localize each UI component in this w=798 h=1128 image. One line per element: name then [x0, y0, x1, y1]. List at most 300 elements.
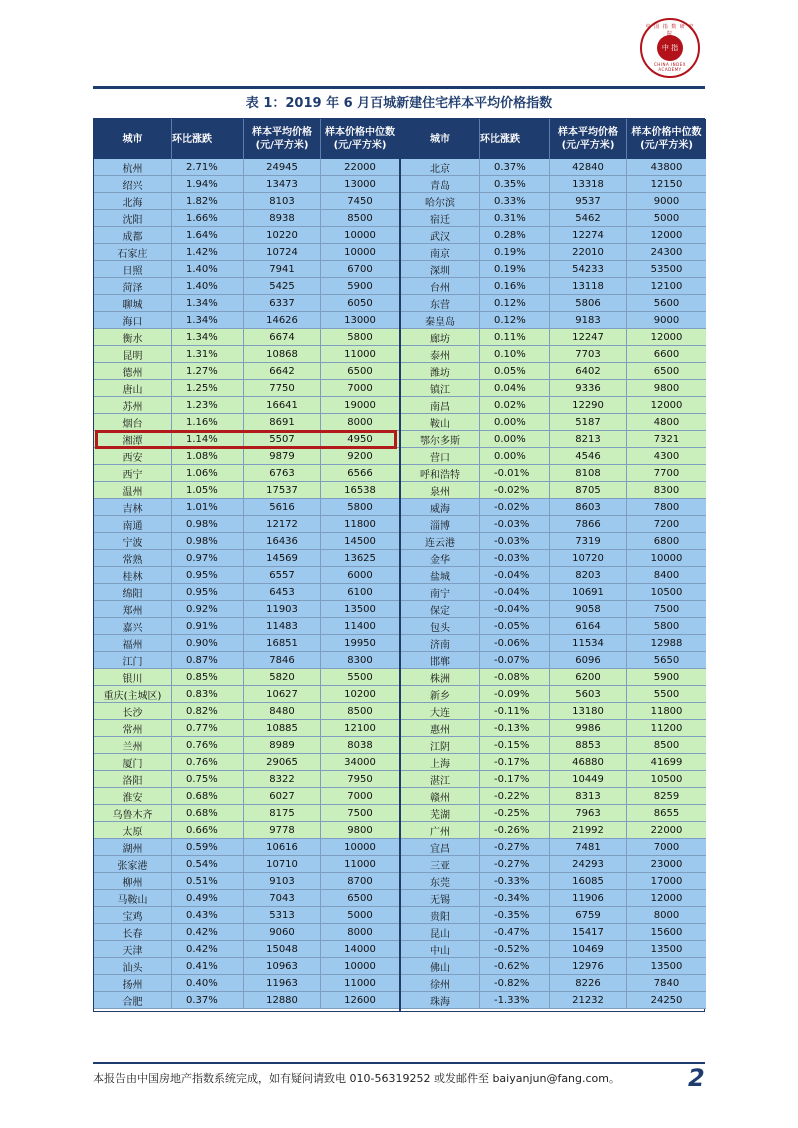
- cell-mom-change: 1.01%: [172, 499, 244, 516]
- cell-median-price: 8000: [321, 924, 399, 941]
- cell-median-price: 8655: [627, 805, 706, 822]
- cell-avg-price: 21232: [550, 992, 627, 1009]
- cell-avg-price: 11963: [244, 975, 321, 992]
- table-row: [94, 363, 399, 380]
- cell-median-price: 7500: [627, 601, 706, 618]
- cell-median-price: 10000: [627, 550, 706, 567]
- cell-avg-price: 42840: [550, 159, 627, 176]
- cell-avg-price: 7963: [550, 805, 627, 822]
- cell-avg-price: 29065: [244, 754, 321, 771]
- cell-median-price: 16538: [321, 482, 399, 499]
- table-row: [94, 465, 399, 482]
- cell-city: 盐城: [401, 567, 480, 584]
- cell-median-price: 12150: [627, 176, 706, 193]
- cell-median-price: 12000: [627, 329, 706, 346]
- cell-mom-change: -0.26%: [480, 822, 550, 839]
- table-row: [94, 261, 399, 278]
- cell-mom-change: 1.05%: [172, 482, 244, 499]
- cell-avg-price: 12274: [550, 227, 627, 244]
- cell-mom-change: -0.01%: [480, 465, 550, 482]
- cell-city: 郑州: [94, 601, 172, 618]
- cell-mom-change: 1.94%: [172, 176, 244, 193]
- cell-median-price: 7800: [627, 499, 706, 516]
- cell-city: 连云港: [401, 533, 480, 550]
- cell-median-price: 5500: [627, 686, 706, 703]
- cell-mom-change: -0.08%: [480, 669, 550, 686]
- header-mom-change: 环比涨跌: [172, 119, 244, 159]
- table-row: [94, 499, 399, 516]
- cell-median-price: 6500: [321, 363, 399, 380]
- table-row: [94, 635, 399, 652]
- cell-city: 温州: [94, 482, 172, 499]
- cell-avg-price: 22010: [550, 244, 627, 261]
- table-row: [94, 482, 399, 499]
- cell-mom-change: 0.43%: [172, 907, 244, 924]
- cell-avg-price: 13473: [244, 176, 321, 193]
- cell-city: 马鞍山: [94, 890, 172, 907]
- table-row: [94, 601, 399, 618]
- cell-median-price: 9000: [627, 312, 706, 329]
- cell-city: 惠州: [401, 720, 480, 737]
- cell-city: 东莞: [401, 873, 480, 890]
- cell-mom-change: 0.98%: [172, 516, 244, 533]
- table-row: [94, 788, 399, 805]
- cell-city: 宁波: [94, 533, 172, 550]
- cell-city: 杭州: [94, 159, 172, 176]
- cell-avg-price: 7043: [244, 890, 321, 907]
- table-row: [401, 295, 706, 312]
- cell-avg-price: 12172: [244, 516, 321, 533]
- cell-median-price: 10000: [321, 227, 399, 244]
- cell-city: 海口: [94, 312, 172, 329]
- table-row: [94, 873, 399, 890]
- table-row: [401, 499, 706, 516]
- table-row: [94, 856, 399, 873]
- cell-avg-price: 14626: [244, 312, 321, 329]
- cell-avg-price: 7319: [550, 533, 627, 550]
- cell-median-price: 9800: [627, 380, 706, 397]
- cell-mom-change: -0.15%: [480, 737, 550, 754]
- cell-avg-price: 5425: [244, 278, 321, 295]
- cell-mom-change: 0.00%: [480, 448, 550, 465]
- cell-mom-change: 0.04%: [480, 380, 550, 397]
- cell-median-price: 11000: [321, 346, 399, 363]
- cell-mom-change: 1.40%: [172, 261, 244, 278]
- cell-city: 嘉兴: [94, 618, 172, 635]
- cell-city: 太原: [94, 822, 172, 839]
- cell-median-price: 8500: [627, 737, 706, 754]
- cell-mom-change: -0.05%: [480, 618, 550, 635]
- table-row: [94, 669, 399, 686]
- cell-city: 新乡: [401, 686, 480, 703]
- cell-city: 鞍山: [401, 414, 480, 431]
- cell-mom-change: 0.00%: [480, 414, 550, 431]
- table-row: [401, 448, 706, 465]
- cell-median-price: 23000: [627, 856, 706, 873]
- cell-mom-change: 1.40%: [172, 278, 244, 295]
- cell-avg-price: 13318: [550, 176, 627, 193]
- cell-avg-price: 5603: [550, 686, 627, 703]
- cell-median-price: 13500: [321, 601, 399, 618]
- table-row: [401, 890, 706, 907]
- cell-mom-change: 0.11%: [480, 329, 550, 346]
- cell-city: 济南: [401, 635, 480, 652]
- table-row: [401, 686, 706, 703]
- cell-city: 上海: [401, 754, 480, 771]
- cell-avg-price: 6453: [244, 584, 321, 601]
- cell-avg-price: 6557: [244, 567, 321, 584]
- cell-city: 张家港: [94, 856, 172, 873]
- table-row: [94, 295, 399, 312]
- table-row: [401, 924, 706, 941]
- table-row: [94, 278, 399, 295]
- table-row: [94, 244, 399, 261]
- table-row: [94, 754, 399, 771]
- cell-city: 德州: [94, 363, 172, 380]
- table-row: [401, 856, 706, 873]
- cell-city: 江门: [94, 652, 172, 669]
- cell-mom-change: 1.34%: [172, 295, 244, 312]
- cell-city: 西安: [94, 448, 172, 465]
- cell-mom-change: 0.76%: [172, 737, 244, 754]
- cell-city: 淮安: [94, 788, 172, 805]
- cell-median-price: 8300: [321, 652, 399, 669]
- table-row: [94, 686, 399, 703]
- cell-city: 沈阳: [94, 210, 172, 227]
- cell-city: 佛山: [401, 958, 480, 975]
- cell-median-price: 12000: [627, 890, 706, 907]
- logo-center: 中 指: [657, 35, 683, 61]
- table-row: [94, 380, 399, 397]
- cell-avg-price: 9058: [550, 601, 627, 618]
- cell-city: 柳州: [94, 873, 172, 890]
- cell-city: 烟台: [94, 414, 172, 431]
- cell-avg-price: 8853: [550, 737, 627, 754]
- cell-median-price: 41699: [627, 754, 706, 771]
- cell-median-price: 6100: [321, 584, 399, 601]
- cell-city: 汕头: [94, 958, 172, 975]
- cell-avg-price: 24293: [550, 856, 627, 873]
- table-row: [94, 584, 399, 601]
- cell-mom-change: -0.17%: [480, 754, 550, 771]
- table-row: [401, 805, 706, 822]
- cell-median-price: 15600: [627, 924, 706, 941]
- cell-mom-change: -0.27%: [480, 856, 550, 873]
- cell-avg-price: 10449: [550, 771, 627, 788]
- cell-mom-change: 0.37%: [172, 992, 244, 1009]
- cell-median-price: 6700: [321, 261, 399, 278]
- cell-avg-price: 12880: [244, 992, 321, 1009]
- cell-avg-price: 10469: [550, 941, 627, 958]
- cell-mom-change: -0.62%: [480, 958, 550, 975]
- cell-median-price: 11200: [627, 720, 706, 737]
- cell-mom-change: 0.19%: [480, 261, 550, 278]
- cell-mom-change: 0.95%: [172, 584, 244, 601]
- cell-avg-price: 10220: [244, 227, 321, 244]
- table-row: [94, 958, 399, 975]
- cell-city: 厦门: [94, 754, 172, 771]
- table-row: [401, 720, 706, 737]
- table-row: [401, 941, 706, 958]
- header-median-price: 样本价格中位数 (元/平方米): [631, 127, 702, 151]
- cell-city: 镇江: [401, 380, 480, 397]
- cell-median-price: 6800: [627, 533, 706, 550]
- cell-median-price: 6500: [627, 363, 706, 380]
- table-row: [94, 839, 399, 856]
- cell-mom-change: 0.37%: [480, 159, 550, 176]
- cell-median-price: 5800: [321, 329, 399, 346]
- cell-mom-change: -0.04%: [480, 584, 550, 601]
- table-row: [94, 941, 399, 958]
- cell-city: 湛江: [401, 771, 480, 788]
- header-city: 城市: [401, 119, 480, 159]
- table-left-half: [94, 119, 399, 1011]
- bottom-rule: [93, 1062, 705, 1064]
- cell-city: 合肥: [94, 992, 172, 1009]
- table-row: [401, 584, 706, 601]
- cell-mom-change: 0.42%: [172, 941, 244, 958]
- cell-city: 台州: [401, 278, 480, 295]
- cell-city: 兰州: [94, 737, 172, 754]
- cell-avg-price: 12290: [550, 397, 627, 414]
- cell-mom-change: 0.10%: [480, 346, 550, 363]
- cell-median-price: 19000: [321, 397, 399, 414]
- cell-avg-price: 5187: [550, 414, 627, 431]
- cell-median-price: 13625: [321, 550, 399, 567]
- table-row: [94, 567, 399, 584]
- cell-mom-change: 0.98%: [172, 533, 244, 550]
- cell-avg-price: 16436: [244, 533, 321, 550]
- cell-mom-change: -0.03%: [480, 550, 550, 567]
- table-row: [401, 533, 706, 550]
- cell-city: 包头: [401, 618, 480, 635]
- cell-mom-change: 1.14%: [172, 431, 244, 448]
- header-city: 城市: [94, 119, 172, 159]
- cell-median-price: 6500: [321, 890, 399, 907]
- table-row: [401, 261, 706, 278]
- cell-mom-change: -0.02%: [480, 499, 550, 516]
- cell-mom-change: 0.05%: [480, 363, 550, 380]
- cell-city: 长沙: [94, 703, 172, 720]
- cell-mom-change: 0.49%: [172, 890, 244, 907]
- cell-avg-price: 16085: [550, 873, 627, 890]
- cell-median-price: 8259: [627, 788, 706, 805]
- cell-mom-change: 0.00%: [480, 431, 550, 448]
- cell-median-price: 11400: [321, 618, 399, 635]
- table-row: [94, 431, 399, 448]
- cell-median-price: 8000: [627, 907, 706, 924]
- cell-mom-change: -0.03%: [480, 533, 550, 550]
- cell-mom-change: -0.52%: [480, 941, 550, 958]
- cell-median-price: 8400: [627, 567, 706, 584]
- cell-mom-change: -0.04%: [480, 567, 550, 584]
- table-row: [94, 652, 399, 669]
- cell-city: 鄂尔多斯: [401, 431, 480, 448]
- cell-median-price: 17000: [627, 873, 706, 890]
- cell-median-price: 12100: [627, 278, 706, 295]
- cell-median-price: 10000: [321, 244, 399, 261]
- cell-median-price: 14000: [321, 941, 399, 958]
- cell-city: 深圳: [401, 261, 480, 278]
- cell-avg-price: 14569: [244, 550, 321, 567]
- cell-median-price: 10500: [627, 771, 706, 788]
- table-row: [94, 414, 399, 431]
- cell-city: 银川: [94, 669, 172, 686]
- cell-city: 南京: [401, 244, 480, 261]
- cell-city: 珠海: [401, 992, 480, 1009]
- table-row: [94, 448, 399, 465]
- cell-avg-price: 13118: [550, 278, 627, 295]
- cell-mom-change: -0.13%: [480, 720, 550, 737]
- cell-city: 泰州: [401, 346, 480, 363]
- cell-city: 天津: [94, 941, 172, 958]
- cell-mom-change: 0.33%: [480, 193, 550, 210]
- cell-avg-price: 6763: [244, 465, 321, 482]
- cell-mom-change: 0.42%: [172, 924, 244, 941]
- cell-median-price: 6600: [627, 346, 706, 363]
- table-row: [401, 737, 706, 754]
- cell-avg-price: 5616: [244, 499, 321, 516]
- table-row: [401, 635, 706, 652]
- cell-city: 洛阳: [94, 771, 172, 788]
- cell-mom-change: 0.77%: [172, 720, 244, 737]
- cell-avg-price: 10691: [550, 584, 627, 601]
- table-row: [94, 992, 399, 1009]
- cell-mom-change: 1.23%: [172, 397, 244, 414]
- cell-median-price: 11800: [321, 516, 399, 533]
- cell-mom-change: -0.22%: [480, 788, 550, 805]
- cell-mom-change: 0.51%: [172, 873, 244, 890]
- table-row: [94, 550, 399, 567]
- header-avg-price: 样本平均价格 (元/平方米): [550, 119, 627, 159]
- cell-city: 金华: [401, 550, 480, 567]
- cell-median-price: 11000: [321, 856, 399, 873]
- table-row: [401, 754, 706, 771]
- table-row: [94, 703, 399, 720]
- cell-avg-price: 7481: [550, 839, 627, 856]
- cell-median-price: 11000: [321, 975, 399, 992]
- cell-mom-change: 0.92%: [172, 601, 244, 618]
- cell-city: 武汉: [401, 227, 480, 244]
- cell-city: 株洲: [401, 669, 480, 686]
- cell-avg-price: 9778: [244, 822, 321, 839]
- cell-avg-price: 15048: [244, 941, 321, 958]
- cell-mom-change: -0.06%: [480, 635, 550, 652]
- cell-avg-price: 4546: [550, 448, 627, 465]
- cell-avg-price: 11483: [244, 618, 321, 635]
- cell-median-price: 43800: [627, 159, 706, 176]
- cell-mom-change: 0.75%: [172, 771, 244, 788]
- cell-city: 菏泽: [94, 278, 172, 295]
- table-row: [94, 822, 399, 839]
- cell-mom-change: 0.85%: [172, 669, 244, 686]
- cell-avg-price: 6164: [550, 618, 627, 635]
- cell-median-price: 7840: [627, 975, 706, 992]
- cell-avg-price: 10710: [244, 856, 321, 873]
- cell-mom-change: -0.04%: [480, 601, 550, 618]
- cell-mom-change: 0.40%: [172, 975, 244, 992]
- table-row: [94, 805, 399, 822]
- cell-mom-change: 1.25%: [172, 380, 244, 397]
- cell-median-price: 24300: [627, 244, 706, 261]
- cell-city: 宜昌: [401, 839, 480, 856]
- cell-avg-price: 15417: [550, 924, 627, 941]
- cell-avg-price: 9986: [550, 720, 627, 737]
- table-row: [401, 363, 706, 380]
- cell-median-price: 24250: [627, 992, 706, 1009]
- cell-avg-price: 8203: [550, 567, 627, 584]
- table-row: [401, 227, 706, 244]
- cell-city: 北京: [401, 159, 480, 176]
- table-row: [401, 550, 706, 567]
- cell-avg-price: 9336: [550, 380, 627, 397]
- table-row: [401, 193, 706, 210]
- cell-city: 廊坊: [401, 329, 480, 346]
- cell-city: 苏州: [94, 397, 172, 414]
- cell-city: 长春: [94, 924, 172, 941]
- table-row: [401, 210, 706, 227]
- cell-median-price: 5800: [321, 499, 399, 516]
- cell-median-price: 7700: [627, 465, 706, 482]
- cell-avg-price: 8213: [550, 431, 627, 448]
- top-rule: [93, 86, 705, 89]
- cell-city: 桂林: [94, 567, 172, 584]
- cell-city: 聊城: [94, 295, 172, 312]
- table-row: [401, 771, 706, 788]
- cell-city: 大连: [401, 703, 480, 720]
- cell-avg-price: 9060: [244, 924, 321, 941]
- cell-median-price: 12000: [627, 397, 706, 414]
- cell-mom-change: -0.82%: [480, 975, 550, 992]
- cell-median-price: 7000: [627, 839, 706, 856]
- cell-avg-price: 8691: [244, 414, 321, 431]
- cell-median-price: 7500: [321, 805, 399, 822]
- cell-median-price: 12000: [627, 227, 706, 244]
- cell-avg-price: 7846: [244, 652, 321, 669]
- cell-median-price: 10000: [321, 958, 399, 975]
- cell-avg-price: 7703: [550, 346, 627, 363]
- cell-median-price: 6566: [321, 465, 399, 482]
- cell-median-price: 13000: [321, 176, 399, 193]
- table-row: [94, 516, 399, 533]
- cell-avg-price: 7941: [244, 261, 321, 278]
- cell-mom-change: 1.64%: [172, 227, 244, 244]
- table-row: [94, 907, 399, 924]
- cell-mom-change: 0.68%: [172, 788, 244, 805]
- cell-mom-change: -0.47%: [480, 924, 550, 941]
- cell-median-price: 4300: [627, 448, 706, 465]
- cell-avg-price: 8175: [244, 805, 321, 822]
- table-row: [401, 788, 706, 805]
- cell-median-price: 5900: [321, 278, 399, 295]
- cell-mom-change: -0.09%: [480, 686, 550, 703]
- cell-mom-change: 0.95%: [172, 567, 244, 584]
- cell-city: 徐州: [401, 975, 480, 992]
- cell-avg-price: 8226: [550, 975, 627, 992]
- cell-city: 绍兴: [94, 176, 172, 193]
- cell-mom-change: 1.08%: [172, 448, 244, 465]
- cell-mom-change: 0.83%: [172, 686, 244, 703]
- academy-logo: [640, 18, 700, 78]
- cell-city: 北海: [94, 193, 172, 210]
- cell-mom-change: -0.02%: [480, 482, 550, 499]
- table-title: 表 1：2019 年 6 月百城新建住宅样本平均价格指数: [245, 96, 553, 111]
- table-row: [401, 176, 706, 193]
- cell-avg-price: 6200: [550, 669, 627, 686]
- cell-avg-price: 8480: [244, 703, 321, 720]
- header-mom-change: 环比涨跌: [480, 119, 550, 159]
- cell-median-price: 5000: [321, 907, 399, 924]
